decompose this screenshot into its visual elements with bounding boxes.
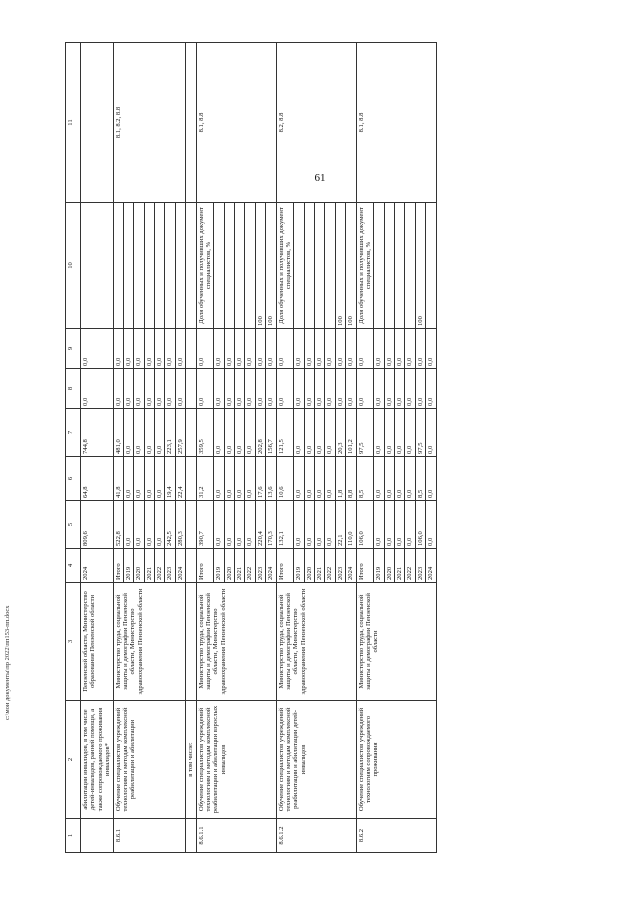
regional-budget: 0,0 (426, 457, 436, 501)
federal-budget: 481,0 (113, 409, 123, 457)
other-sources: 0,0 (405, 329, 415, 369)
federal-budget: 202,8 (255, 409, 265, 457)
regional-budget: 0,0 (325, 457, 335, 501)
total-funding: 0,0 (395, 501, 405, 549)
regional-budget: 0,0 (304, 457, 314, 501)
federal-budget: 0,0 (304, 409, 314, 457)
indicator-value (384, 203, 394, 329)
other-sources: 0,0 (315, 329, 325, 369)
linked-indicators: 8.1, 8.8 (196, 43, 276, 203)
empty-cell (186, 43, 196, 203)
other-sources: 0,0 (245, 329, 255, 369)
header-cell: 2 (66, 701, 81, 819)
other-sources: 0,0 (346, 329, 356, 369)
regional-budget: 0,0 (214, 457, 224, 501)
empty-cell (186, 203, 196, 329)
other-sources: 0,0 (235, 329, 245, 369)
indicator-value (144, 203, 154, 329)
table-row (113, 43, 123, 853)
total-funding: 0,0 (426, 501, 436, 549)
municipal-budget: 0,0 (214, 369, 224, 409)
regional-budget: 0,0 (374, 457, 384, 501)
other-sources: 0,0 (294, 329, 304, 369)
total-funding: 0,0 (224, 501, 234, 549)
total-funding: 0,0 (384, 501, 394, 549)
other-sources: 0,0 (81, 329, 114, 369)
federal-budget: 0,0 (426, 409, 436, 457)
other-sources: 0,0 (123, 329, 133, 369)
activity-name: Обучение специалистов учреждений технологиям и методам комплексной реабилитации и абилитации взрослых инвалидов (196, 701, 276, 819)
other-sources: 0,0 (155, 329, 165, 369)
empty-cell (186, 501, 196, 549)
other-sources: 0,0 (134, 329, 144, 369)
activity-number: 8.6.2 (356, 819, 436, 853)
other-sources: 0,0 (415, 329, 425, 369)
municipal-budget: 0,0 (405, 369, 415, 409)
regional-budget: 8,5 (415, 457, 425, 501)
regional-budget: 0,0 (405, 457, 415, 501)
empty-cell (186, 369, 196, 409)
indicator-value (123, 203, 133, 329)
year-cell: 2022 (155, 549, 165, 583)
other-sources: 0,0 (335, 329, 345, 369)
municipal-budget: 0,0 (144, 369, 154, 409)
regional-budget: 0,0 (294, 457, 304, 501)
year-cell: 2021 (144, 549, 154, 583)
federal-budget: 97,5 (415, 409, 425, 457)
year-cell: Итого (196, 549, 214, 583)
activity-name: в том числе: (186, 701, 196, 819)
municipal-budget: 0,0 (276, 369, 294, 409)
federal-budget: 0,0 (384, 409, 394, 457)
table-row (81, 43, 114, 853)
year-cell: 2021 (315, 549, 325, 583)
table-row (196, 43, 214, 853)
regional-budget: 31,2 (196, 457, 214, 501)
year-cell: Итого (276, 549, 294, 583)
executor: Пензенской области, Министерство образования Пензенской области (81, 583, 114, 701)
regional-budget: 0,0 (144, 457, 154, 501)
municipal-budget: 0,0 (266, 369, 276, 409)
total-funding: 522,8 (113, 501, 123, 549)
table-body (66, 43, 437, 853)
executor: Министерство труда, социальной защиты и демографии Пензенской области, Министерство здравоохранения Пензенской области (196, 583, 276, 701)
subtitle-row (186, 43, 196, 853)
other-sources: 0,0 (426, 329, 436, 369)
indicator-value (294, 203, 304, 329)
year-cell: 2024 (81, 549, 114, 583)
municipal-budget: 0,0 (196, 369, 214, 409)
municipal-budget: 0,0 (374, 369, 384, 409)
total-funding: 0,0 (315, 501, 325, 549)
year-cell: 2020 (224, 549, 234, 583)
other-sources: 0,0 (165, 329, 175, 369)
municipal-budget: 0,0 (235, 369, 245, 409)
regional-budget: 10,6 (276, 457, 294, 501)
federal-budget: 156,7 (266, 409, 276, 457)
total-funding: 0,0 (134, 501, 144, 549)
total-funding: 390,7 (196, 501, 214, 549)
indicator-value (374, 203, 384, 329)
municipal-budget: 0,0 (81, 369, 114, 409)
total-funding: 0,0 (235, 501, 245, 549)
page-number: 61 (314, 172, 326, 184)
total-funding: 0,0 (325, 501, 335, 549)
federal-budget: 0,0 (214, 409, 224, 457)
federal-budget: 0,0 (144, 409, 154, 457)
activity-number: 8.6.1.2 (276, 819, 356, 853)
rotated-table-wrapper (65, 83, 575, 853)
other-sources: 0,0 (356, 329, 374, 369)
federal-budget: 101,2 (346, 409, 356, 457)
municipal-budget: 0,0 (134, 369, 144, 409)
indicator-value (245, 203, 255, 329)
indicator-name: Доля обученных и получивших документ специалистов, % (276, 203, 294, 329)
total-funding: 0,0 (123, 501, 133, 549)
other-sources: 0,0 (266, 329, 276, 369)
municipal-budget: 0,0 (123, 369, 133, 409)
municipal-budget: 0,0 (175, 369, 185, 409)
federal-budget: 0,0 (134, 409, 144, 457)
indicator-value (304, 203, 314, 329)
regional-budget: 0,0 (395, 457, 405, 501)
federal-budget: 0,0 (405, 409, 415, 457)
total-funding: 0,0 (294, 501, 304, 549)
regional-budget: 8,8 (346, 457, 356, 501)
other-sources: 0,0 (214, 329, 224, 369)
indicator-name (81, 203, 114, 329)
total-funding: 0,0 (374, 501, 384, 549)
federal-budget: 121,5 (276, 409, 294, 457)
regional-budget: 0,0 (384, 457, 394, 501)
indicator-value: 100 (255, 203, 265, 329)
regional-budget: 64,8 (81, 457, 114, 501)
linked-indicators (81, 43, 114, 203)
federal-budget: 744,8 (81, 409, 114, 457)
header-cell: 7 (66, 409, 81, 457)
total-funding: 110,0 (346, 501, 356, 549)
federal-budget: 0,0 (235, 409, 245, 457)
other-sources: 0,0 (384, 329, 394, 369)
municipal-budget: 0,0 (245, 369, 255, 409)
year-cell: Итого (356, 549, 374, 583)
header-cell: 8 (66, 369, 81, 409)
total-funding: 0,0 (405, 501, 415, 549)
municipal-budget: 0,0 (325, 369, 335, 409)
regional-budget: 0,0 (123, 457, 133, 501)
header-cell: 9 (66, 329, 81, 369)
year-cell: 2023 (165, 549, 175, 583)
municipal-budget: 0,0 (224, 369, 234, 409)
indicator-value: 100 (335, 203, 345, 329)
year-cell: 2023 (255, 549, 265, 583)
column-number-row (66, 43, 81, 853)
federal-budget: 223,1 (165, 409, 175, 457)
year-cell: 2021 (395, 549, 405, 583)
year-cell: 2023 (415, 549, 425, 583)
indicator-value: 100 (266, 203, 276, 329)
empty-cell (186, 457, 196, 501)
year-cell: 2023 (335, 549, 345, 583)
activity-number: 8.6.1 (113, 819, 186, 853)
other-sources: 0,0 (374, 329, 384, 369)
other-sources: 0,0 (395, 329, 405, 369)
federal-budget: 359,5 (196, 409, 214, 457)
municipal-budget: 0,0 (335, 369, 345, 409)
year-cell: 2020 (134, 549, 144, 583)
indicator-value (165, 203, 175, 329)
empty-cell (186, 329, 196, 369)
total-funding: 809,6 (81, 501, 114, 549)
federal-budget: 0,0 (123, 409, 133, 457)
indicator-value: 100 (346, 203, 356, 329)
municipal-budget: 0,0 (255, 369, 265, 409)
year-cell: 2020 (384, 549, 394, 583)
program-activities-table (65, 42, 437, 853)
indicator-value: 100 (415, 203, 425, 329)
other-sources: 0,0 (196, 329, 214, 369)
regional-budget: 22,4 (175, 457, 185, 501)
regional-budget: 0,0 (235, 457, 245, 501)
indicator-value (155, 203, 165, 329)
regional-budget: 13,6 (266, 457, 276, 501)
other-sources: 0,0 (144, 329, 154, 369)
municipal-budget: 0,0 (315, 369, 325, 409)
activity-name: Обучение специалистов учреждений технологиям и методам комплексной реабилитации и абилитации детей-инвалидов (276, 701, 356, 819)
total-funding: 0,0 (214, 501, 224, 549)
table-row (276, 43, 294, 853)
year-cell: 2019 (214, 549, 224, 583)
federal-budget: 0,0 (315, 409, 325, 457)
total-funding: 0,0 (144, 501, 154, 549)
regional-budget: 41,8 (113, 457, 123, 501)
total-funding: 0,0 (245, 501, 255, 549)
federal-budget: 0,0 (245, 409, 255, 457)
total-funding: 106,0 (415, 501, 425, 549)
municipal-budget: 0,0 (356, 369, 374, 409)
indicator-value (175, 203, 185, 329)
year-cell: 2019 (123, 549, 133, 583)
total-funding: 170,3 (266, 501, 276, 549)
activity-number (81, 819, 114, 853)
regional-budget: 0,0 (315, 457, 325, 501)
year-cell: 2024 (346, 549, 356, 583)
year-cell: Итого (113, 549, 123, 583)
indicator-name: Доля обученных и получивших документ специалистов, % (196, 203, 214, 329)
municipal-budget: 0,0 (294, 369, 304, 409)
regional-budget: 17,6 (255, 457, 265, 501)
header-cell: 4 (66, 549, 81, 583)
indicator-value (395, 203, 405, 329)
federal-budget: 97,5 (356, 409, 374, 457)
year-cell: 2020 (304, 549, 314, 583)
regional-budget: 0,0 (224, 457, 234, 501)
total-funding: 132,1 (276, 501, 294, 549)
municipal-budget: 0,0 (304, 369, 314, 409)
linked-indicators: 8.1, 8.8 (356, 43, 436, 203)
indicator-value (315, 203, 325, 329)
other-sources: 0,0 (175, 329, 185, 369)
activity-number: 8.6.1.1 (196, 819, 276, 853)
indicator-value (325, 203, 335, 329)
indicator-value (214, 203, 224, 329)
federal-budget: 0,0 (395, 409, 405, 457)
year-cell: 2019 (374, 549, 384, 583)
municipal-budget: 0,0 (165, 369, 175, 409)
year-cell: 2022 (325, 549, 335, 583)
federal-budget: 0,0 (374, 409, 384, 457)
federal-budget: 0,0 (155, 409, 165, 457)
regional-budget: 8,5 (356, 457, 374, 501)
activity-number (186, 819, 196, 853)
year-cell: 2022 (245, 549, 255, 583)
municipal-budget: 0,0 (155, 369, 165, 409)
indicator-name (113, 203, 123, 329)
year-cell: 2022 (405, 549, 415, 583)
total-funding: 280,3 (175, 501, 185, 549)
indicator-value (134, 203, 144, 329)
other-sources: 0,0 (325, 329, 335, 369)
other-sources: 0,0 (304, 329, 314, 369)
regional-budget: 0,0 (155, 457, 165, 501)
executor: Министерство труда, социальной защиты и демографии Пензенской области, Министерство здравоохранения Пензенской области (113, 583, 186, 701)
indicator-value (405, 203, 415, 329)
other-sources: 0,0 (224, 329, 234, 369)
table-row (356, 43, 374, 853)
header-cell: 6 (66, 457, 81, 501)
indicator-value (235, 203, 245, 329)
indicator-value (224, 203, 234, 329)
year-cell: 2024 (266, 549, 276, 583)
header-cell: 1 (66, 819, 81, 853)
header-cell: 11 (66, 43, 81, 203)
total-funding: 220,4 (255, 501, 265, 549)
year-cell: 2024 (426, 549, 436, 583)
year-cell: 2024 (175, 549, 185, 583)
empty-cell (186, 583, 196, 701)
regional-budget: 1,8 (335, 457, 345, 501)
activity-name: Обучение специалистов учреждений технологиям и методам комплексной реабилитации и абилитации (113, 701, 186, 819)
executor: Министерство труда, социальной защиты и демографии Пензенской области (356, 583, 436, 701)
other-sources: 0,0 (113, 329, 123, 369)
empty-cell (186, 549, 196, 583)
empty-cell (186, 409, 196, 457)
year-cell: 2021 (235, 549, 245, 583)
indicator-name: Доля обученных и получивших документ специалистов, % (356, 203, 374, 329)
municipal-budget: 0,0 (346, 369, 356, 409)
federal-budget: 0,0 (224, 409, 234, 457)
regional-budget: 0,0 (134, 457, 144, 501)
federal-budget: 257,9 (175, 409, 185, 457)
municipal-budget: 0,0 (113, 369, 123, 409)
municipal-budget: 0,0 (384, 369, 394, 409)
municipal-budget: 0,0 (395, 369, 405, 409)
executor: Министерство труда, социальной защиты и демографии Пензенской области, Министерство здравоохранения Пензенской области (276, 583, 356, 701)
other-sources: 0,0 (255, 329, 265, 369)
total-funding: 106,0 (356, 501, 374, 549)
header-cell: 3 (66, 583, 81, 701)
header-cell: 10 (66, 203, 81, 329)
other-sources: 0,0 (276, 329, 294, 369)
regional-budget: 0,0 (245, 457, 255, 501)
total-funding: 242,5 (165, 501, 175, 549)
municipal-budget: 0,0 (426, 369, 436, 409)
federal-budget: 0,0 (325, 409, 335, 457)
regional-budget: 19,4 (165, 457, 175, 501)
linked-indicators: 8.1, 8.2, 8.8 (113, 43, 186, 203)
indicator-value (426, 203, 436, 329)
file-path-footer: c:\мои документы\пр 2022\пп153-пп.docx (4, 605, 11, 720)
federal-budget: 20,3 (335, 409, 345, 457)
activity-name: Обучение специалистов учреждений технологиям сопровождаемого проживания (356, 701, 436, 819)
linked-indicators: 8.2, 8.8 (276, 43, 356, 203)
total-funding: 0,0 (155, 501, 165, 549)
year-cell: 2019 (294, 549, 304, 583)
activity-name: абилитации инвалидов, в том числе детей-инвалидов, ранней помощи, а также сопровождаемого проживания инвалидов* (81, 701, 114, 819)
municipal-budget: 0,0 (415, 369, 425, 409)
header-cell: 5 (66, 501, 81, 549)
federal-budget: 0,0 (294, 409, 304, 457)
total-funding: 0,0 (304, 501, 314, 549)
total-funding: 22,1 (335, 501, 345, 549)
